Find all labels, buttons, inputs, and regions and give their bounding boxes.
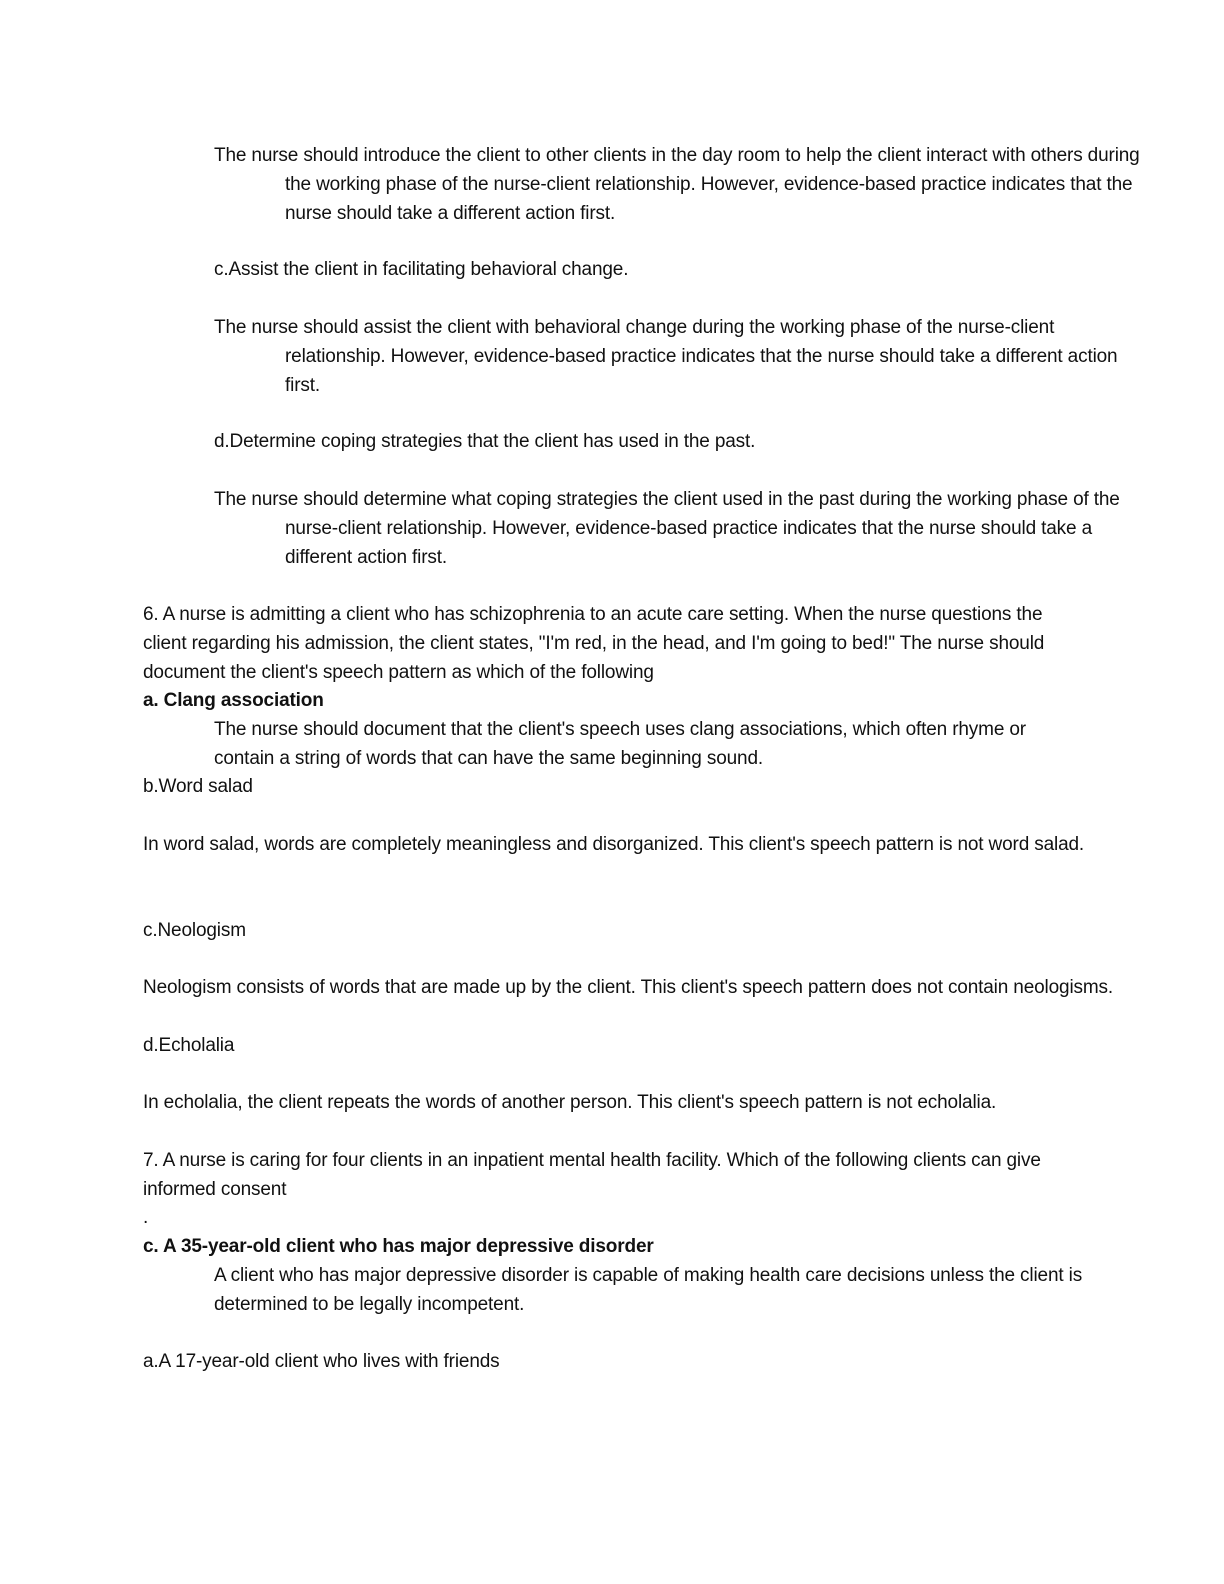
rationale-text: The nurse should document that the client's speech uses clang associations, which often rhyme or contain a string of words that can have the same beginning sound. (214, 719, 1026, 769)
rationale-text: The nurse should introduce the client to other clients in the day room to help the client interact with others during the working phase of the nurse-client relationship. However, evidence-based practice indicates that the nurse should take a different action first. (214, 145, 1140, 224)
rationale-text: In word salad, words are completely meaningless and disorganized. This client's speech pattern is not word salad. (143, 834, 1085, 855)
answer-option: d.Determine coping strategies that the client has used in the past. (214, 431, 756, 452)
stray-period: . (143, 1207, 149, 1228)
rationale-text: Neologism consists of words that are made up by the client. This client's speech pattern does not contain neologisms. (143, 977, 1114, 998)
question-stem: 7. A nurse is caring for four clients in an inpatient mental health facility. Which of the following clients can give informed consent (143, 1150, 1041, 1200)
answer-option: b.Word salad (143, 776, 253, 797)
rationale-text: The nurse should assist the client with behavioral change during the working phase of the nurse-client relationship. However, evidence-based practice indicates that the nurse should take a different action first. (214, 317, 1118, 396)
answer-option: a.A 17-year-old client who lives with friends (143, 1351, 500, 1372)
answer-option: d.Echolalia (143, 1035, 235, 1056)
rationale-text: In echolalia, the client repeats the words of another person. This client's speech pattern is not echolalia. (143, 1092, 997, 1113)
answer-option: c.Assist the client in facilitating behavioral change. (214, 259, 629, 280)
answer-option: c.Neologism (143, 920, 246, 941)
rationale-text: The nurse should determine what coping strategies the client used in the past during the working phase of the nurse-client relationship. However, evidence-based practice indicates that the nurse should take a different action first. (214, 489, 1120, 568)
question-stem: 6. A nurse is admitting a client who has schizophrenia to an acute care setting. When the nurse questions the client regarding his admission, the client states, "I'm red, in the head, and I'm going to bed!" The nurse should document the client's speech pattern as which of the following (143, 604, 1045, 683)
correct-answer-option: c. A 35-year-old client who has major depressive disorder (143, 1236, 654, 1257)
rationale-text: A client who has major depressive disorder is capable of making health care decisions unless the client is determined to be legally incompetent. (214, 1265, 1083, 1315)
correct-answer-option: a. Clang association (143, 690, 324, 711)
